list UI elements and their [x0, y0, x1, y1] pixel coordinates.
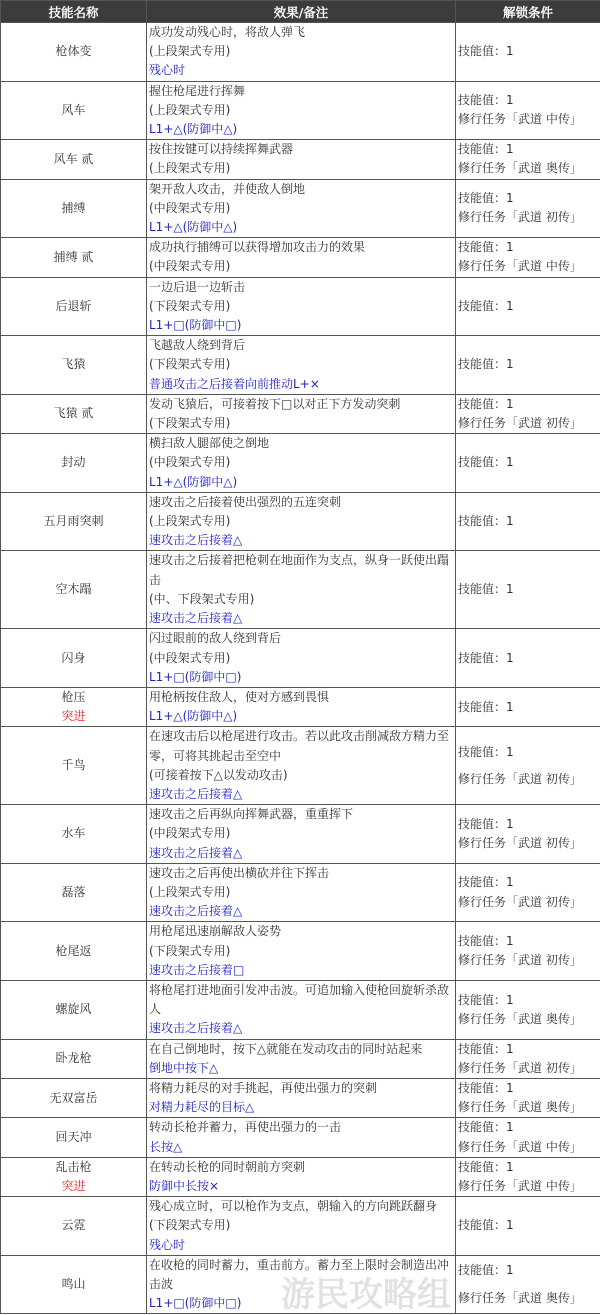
- unlock-line: 修行任务「武道 奥传」: [458, 1098, 598, 1117]
- unlock-line: 技能值：1: [458, 453, 598, 472]
- skill-name: 五月雨突刺: [3, 512, 144, 531]
- unlock-cell: [456, 179, 600, 238]
- skill-name-cell: [1, 727, 147, 805]
- table-row: [1, 140, 600, 179]
- skill-name: 捕缚 贰: [3, 248, 144, 267]
- skill-name: 枪尾返: [3, 942, 144, 961]
- skill-name-cell: [1, 629, 147, 688]
- skill-name: 鸣山: [3, 1275, 144, 1294]
- table-row: [1, 687, 600, 726]
- effect-line: (可接着按下△以发动攻击): [149, 766, 453, 785]
- unlock-line: 技能值：1: [458, 873, 598, 892]
- effect-cell: [147, 179, 456, 238]
- effect-cell: [147, 1118, 456, 1157]
- skill-name: 磊落: [3, 883, 144, 902]
- skill-name-cell: [1, 277, 147, 336]
- table-row: [1, 1118, 600, 1157]
- skill-name: 无双富岳: [3, 1089, 144, 1108]
- unlock-line: 修行任务「武道 奥传」: [458, 159, 598, 178]
- unlock-cell: [456, 434, 600, 493]
- unlock-line: 修行任务「武道 初传」: [458, 208, 598, 227]
- unlock-line: 修行任务「武道 初传」: [458, 414, 598, 433]
- skill-name: 螺旋风: [3, 1000, 144, 1019]
- table-row: [1, 1157, 600, 1196]
- table-row: [1, 1197, 600, 1256]
- unlock-line: 技能值：1: [458, 815, 598, 834]
- unlock-cell: [456, 863, 600, 922]
- table-row: [1, 336, 600, 395]
- unlock-line: 技能值：1: [458, 91, 598, 110]
- skill-name: 枪压: [3, 688, 144, 707]
- effect-cell: [147, 980, 456, 1039]
- table-row: [1, 394, 600, 433]
- effect-cell: [147, 1039, 456, 1078]
- unlock-line: 技能值：1: [458, 238, 598, 257]
- skill-name: 乱击枪: [3, 1158, 144, 1177]
- input-hint: L1+△(防御中△): [149, 707, 453, 726]
- unlock-cell: [456, 23, 600, 82]
- unlock-line: 技能值：1: [458, 189, 598, 208]
- effect-cell: [147, 1255, 456, 1314]
- effect-line: 用枪柄按住敌人，使对方感到畏惧: [149, 688, 453, 707]
- skill-name-cell: [1, 863, 147, 922]
- input-hint: 对精力耗尽的目标△: [149, 1098, 453, 1117]
- effect-line: 速攻击之后再纵向挥舞武器，重重挥下: [149, 805, 453, 824]
- effect-line: 转动长枪并蓄力，再使出强力的一击: [149, 1118, 453, 1137]
- unlock-line: 修行任务「武道 中传」: [458, 257, 598, 276]
- input-hint: 速攻击之后接着△: [149, 531, 453, 550]
- input-hint: L1+△(防御中△): [149, 218, 453, 237]
- table-row: [1, 1255, 600, 1314]
- effect-line: (下段架式专用): [149, 1216, 453, 1235]
- effect-line: 按住按键可以持续挥舞武器: [149, 140, 453, 159]
- skill-name-cell: [1, 1118, 147, 1157]
- table-row: [1, 277, 600, 336]
- input-hint: 速攻击之后接着△: [149, 844, 453, 863]
- effect-line: 用枪尾迅速崩解敌人姿势: [149, 922, 453, 941]
- effect-line: 残心成立时，可以枪作为支点，朝输入的方向跳跃翻身: [149, 1197, 453, 1216]
- skill-name-cell: [1, 434, 147, 493]
- effect-cell: [147, 629, 456, 688]
- unlock-line: 技能值：1: [458, 743, 598, 762]
- effect-cell: [147, 394, 456, 433]
- unlock-cell: [456, 394, 600, 433]
- effect-cell: [147, 23, 456, 82]
- unlock-line: 技能值：1: [458, 1079, 598, 1098]
- effect-line: 将枪尾打进地面引发冲击波。可追加输入使枪回旋斩杀敌人: [149, 981, 453, 1019]
- skill-name: 空木蹋: [3, 580, 144, 599]
- skill-name: 枪体变: [3, 42, 144, 61]
- skill-name: 飞猿 贰: [3, 404, 144, 423]
- skill-name: 闪身: [3, 649, 144, 668]
- unlock-cell: [456, 1255, 600, 1314]
- effect-line: (中、下段架式专用): [149, 590, 453, 609]
- unlock-line: 修行任务「武道 初传」: [458, 951, 598, 970]
- table-row: [1, 863, 600, 922]
- unlock-cell: [456, 277, 600, 336]
- skill-name: 风车 贰: [3, 150, 144, 169]
- table-row: [1, 727, 600, 805]
- effect-line: (上段架式专用): [149, 101, 453, 120]
- effect-line: 速攻击之后再使出横砍并往下挥击: [149, 864, 453, 883]
- unlock-line: 修行任务「武道 中传」: [458, 1138, 598, 1157]
- effect-line: 将精力耗尽的对手挑起，再使出强力的突刺: [149, 1079, 453, 1098]
- table-row: [1, 1039, 600, 1078]
- unlock-line: 技能值：1: [458, 991, 598, 1010]
- effect-cell: [147, 551, 456, 629]
- unlock-line: 技能值：1: [458, 512, 598, 531]
- skill-name: 水车: [3, 824, 144, 843]
- effect-line: 握住枪尾进行挥舞: [149, 82, 453, 101]
- effect-line: 速攻击之后接着使出强烈的五连突刺: [149, 493, 453, 512]
- effect-line: 成功发动残心时，将敌人弹飞: [149, 23, 453, 42]
- effect-line: (中段架式专用): [149, 453, 453, 472]
- unlock-cell: [456, 1078, 600, 1117]
- header-effect: 效果/备注: [147, 1, 456, 23]
- unlock-cell: [456, 1157, 600, 1196]
- effect-line: (下段架式专用): [149, 414, 453, 433]
- skill-name-cell: [1, 1078, 147, 1117]
- effect-cell: [147, 238, 456, 277]
- input-hint: L1+□(防御中□): [149, 668, 453, 687]
- skill-name-cell: [1, 238, 147, 277]
- table-row: [1, 492, 600, 551]
- unlock-line: 技能值：1: [458, 1261, 598, 1280]
- skill-name: 回天冲: [3, 1128, 144, 1147]
- skill-name: 飞猿: [3, 355, 144, 374]
- unlock-line: 技能值：1: [458, 1216, 598, 1235]
- unlock-line: 技能值：1: [458, 649, 598, 668]
- skill-tag: 突进: [3, 707, 144, 726]
- unlock-cell: [456, 238, 600, 277]
- skill-name: 卧龙枪: [3, 1049, 144, 1068]
- effect-cell: [147, 727, 456, 805]
- table-header-row: [1, 1, 600, 23]
- unlock-line: 技能值：1: [458, 395, 598, 414]
- skill-name-cell: [1, 1255, 147, 1314]
- skill-name-cell: [1, 336, 147, 395]
- unlock-cell: [456, 551, 600, 629]
- unlock-line: 技能值：1: [458, 42, 598, 61]
- skill-name: 风车: [3, 101, 144, 120]
- unlock-line: 修行任务「武道 初传」: [458, 1059, 598, 1078]
- effect-line: 架开敌人攻击，并使敌人倒地: [149, 180, 453, 199]
- unlock-line: 技能值：1: [458, 297, 598, 316]
- skill-name-cell: [1, 922, 147, 981]
- effect-line: (中段架式专用): [149, 824, 453, 843]
- table-row: [1, 1078, 600, 1117]
- unlock-cell: [456, 805, 600, 864]
- input-hint: 速攻击之后接着△: [149, 609, 453, 628]
- unlock-line: 修行任务「武道 中传」: [458, 1177, 598, 1196]
- effect-cell: [147, 922, 456, 981]
- unlock-line: 技能值：1: [458, 1040, 598, 1059]
- unlock-cell: [456, 1197, 600, 1256]
- effect-cell: [147, 1078, 456, 1117]
- effect-line: (中段架式专用): [149, 649, 453, 668]
- table-row: [1, 922, 600, 981]
- effect-line: (下段架式专用): [149, 942, 453, 961]
- effect-line: 闪过眼前的敌人绕到背后: [149, 629, 453, 648]
- unlock-cell: [456, 980, 600, 1039]
- input-hint: 残心时: [149, 61, 453, 80]
- effect-cell: [147, 140, 456, 179]
- table-row: [1, 805, 600, 864]
- unlock-line: 技能值：1: [458, 698, 598, 717]
- skill-name-cell: [1, 179, 147, 238]
- table-row: [1, 81, 600, 140]
- table-row: [1, 23, 600, 82]
- effect-cell: [147, 687, 456, 726]
- effect-line: 飞越敌人绕到背后: [149, 336, 453, 355]
- effect-line: 速攻击之后接着把枪刺在地面作为支点，纵身一跃使出蹋击: [149, 551, 453, 589]
- input-hint: 速攻击之后接着△: [149, 902, 453, 921]
- skill-name: 千鸟: [3, 756, 144, 775]
- unlock-cell: [456, 727, 600, 805]
- input-hint: L1+△(防御中△): [149, 120, 453, 139]
- skill-name-cell: [1, 980, 147, 1039]
- table-body: [1, 23, 600, 1314]
- unlock-line: 技能值：1: [458, 355, 598, 374]
- effect-cell: [147, 336, 456, 395]
- unlock-line: 修行任务「武道 奥传」: [458, 1289, 598, 1308]
- unlock-line: 修行任务「武道 中传」: [458, 110, 598, 129]
- unlock-line: 修行任务「武道 初传」: [458, 770, 598, 789]
- skill-name-cell: [1, 1197, 147, 1256]
- unlock-cell: [456, 687, 600, 726]
- input-hint: L1+□(防御中□): [149, 1294, 453, 1313]
- unlock-line: 修行任务「武道 奥传」: [458, 1010, 598, 1029]
- table-row: [1, 980, 600, 1039]
- effect-line: (下段架式专用): [149, 297, 453, 316]
- unlock-line: 技能值：1: [458, 580, 598, 599]
- effect-cell: [147, 277, 456, 336]
- skill-name-cell: [1, 81, 147, 140]
- skill-name-cell: [1, 23, 147, 82]
- input-hint: 速攻击之后接着△: [149, 785, 453, 804]
- effect-cell: [147, 492, 456, 551]
- unlock-cell: [456, 492, 600, 551]
- table-row: [1, 238, 600, 277]
- skill-name-cell: [1, 687, 147, 726]
- effect-line: (下段架式专用): [149, 355, 453, 374]
- effect-line: (上段架式专用): [149, 42, 453, 61]
- header-unlock: 解锁条件: [456, 1, 600, 23]
- table-row: [1, 629, 600, 688]
- effect-line: (中段架式专用): [149, 257, 453, 276]
- input-hint: 防御中长按×: [149, 1177, 453, 1196]
- table-row: [1, 179, 600, 238]
- input-hint: 残心时: [149, 1236, 453, 1255]
- skill-name-cell: [1, 394, 147, 433]
- watermark: 游民攻略组: [281, 1278, 451, 1312]
- skill-name-cell: [1, 140, 147, 179]
- effect-line: (上段架式专用): [149, 883, 453, 902]
- unlock-cell: [456, 1118, 600, 1157]
- effect-cell: [147, 81, 456, 140]
- effect-cell: [147, 863, 456, 922]
- unlock-line: 技能值：1: [458, 932, 598, 951]
- input-hint: 速攻击之后接着△: [149, 1019, 453, 1038]
- input-hint: 倒地中按下△: [149, 1059, 453, 1078]
- skill-name: 封动: [3, 453, 144, 472]
- skill-name-cell: [1, 492, 147, 551]
- effect-line: 成功执行捕缚可以获得增加攻击力的效果: [149, 238, 453, 257]
- effect-cell: [147, 1157, 456, 1196]
- input-hint: L1+△(防御中△): [149, 473, 453, 492]
- effect-line: (上段架式专用): [149, 159, 453, 178]
- header-skill-name: 技能名称: [1, 1, 147, 23]
- effect-cell: [147, 1197, 456, 1256]
- skill-name: 云霓: [3, 1216, 144, 1235]
- unlock-line: 技能值：1: [458, 140, 598, 159]
- effect-line: 在收枪的同时蓄力，重击前方。蓄力至上限时会制造出冲击波: [149, 1256, 453, 1294]
- skill-name: 后退斩: [3, 297, 144, 316]
- effect-line: 在转动长枪的同时朝前方突刺: [149, 1158, 453, 1177]
- skill-name-cell: [1, 1039, 147, 1078]
- unlock-cell: [456, 629, 600, 688]
- input-hint: 速攻击之后接着□: [149, 961, 453, 980]
- table-row: [1, 434, 600, 493]
- effect-line: (上段架式专用): [149, 512, 453, 531]
- input-hint: 普通攻击之后接着向前推动L+×: [149, 375, 453, 394]
- effect-cell: [147, 434, 456, 493]
- effect-line: 横扫敌人腿部使之倒地: [149, 434, 453, 453]
- unlock-line: 修行任务「武道 初传」: [458, 893, 598, 912]
- unlock-cell: [456, 140, 600, 179]
- effect-line: 在速攻击后以枪尾进行攻击。若以此攻击削减敌方精力至零，可将其挑起击至空中: [149, 727, 453, 765]
- skill-tag: 突进: [3, 1177, 144, 1196]
- effect-cell: [147, 805, 456, 864]
- effect-line: 在自己倒地时，按下△就能在发动攻击的同时站起来: [149, 1040, 453, 1059]
- input-hint: 长按△: [149, 1138, 453, 1157]
- skill-name-cell: [1, 551, 147, 629]
- effect-line: 发动飞猿后，可接着按下□以对正下方发动突刺: [149, 395, 453, 414]
- effect-line: 一边后退一边斩击: [149, 278, 453, 297]
- skill-name: 捕缚: [3, 199, 144, 218]
- unlock-line: 修行任务「武道 初传」: [458, 834, 598, 853]
- skill-name-cell: [1, 805, 147, 864]
- unlock-cell: [456, 922, 600, 981]
- effect-line: (中段架式专用): [149, 199, 453, 218]
- unlock-cell: [456, 81, 600, 140]
- skill-name-cell: [1, 1157, 147, 1196]
- unlock-line: 技能值：1: [458, 1118, 598, 1137]
- table-row: [1, 551, 600, 629]
- input-hint: L1+□(防御中□): [149, 316, 453, 335]
- unlock-line: 技能值：1: [458, 1158, 598, 1177]
- unlock-cell: [456, 1039, 600, 1078]
- unlock-cell: [456, 336, 600, 395]
